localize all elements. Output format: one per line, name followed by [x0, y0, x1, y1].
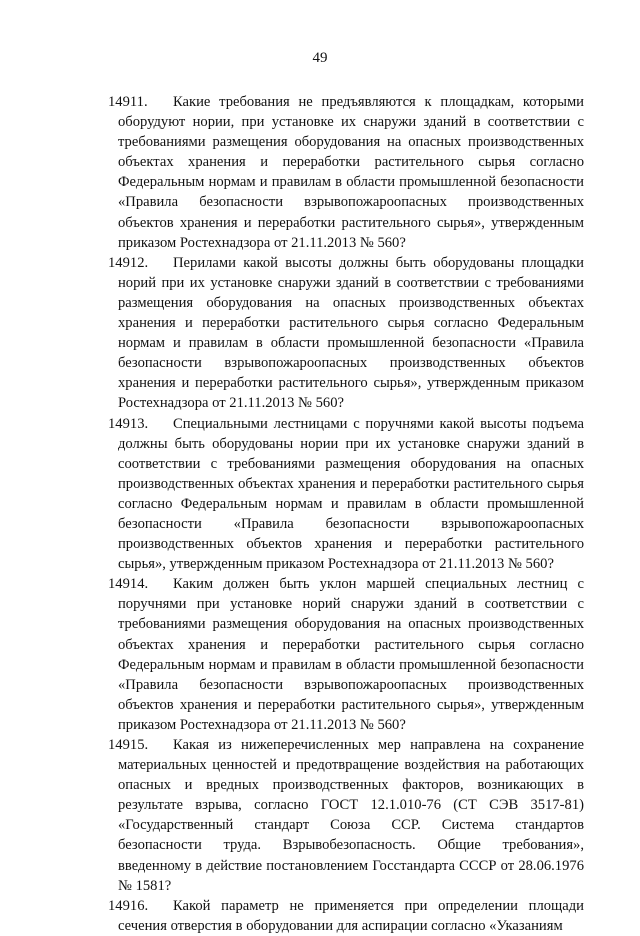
question-number: 14911.	[108, 94, 148, 110]
question-item	[108, 735, 584, 896]
question-text: Каким должен быть уклон маршей специальных лестниц с поручнями при установке норий снаружи зданий в соответствии с требованиями размещения оборудования на опасных производственных объектах хранения и переработки растительного сырья согласно Федеральным нормам и правилам в области промышленной безопасности «Правила безопасности взрывопожароопасных производственных объектов хранения и переработки растительного сырья», утвержденным приказом Ростехнадзора от 21.11.2013 № 560?	[118, 576, 584, 733]
question-number: 14915.	[108, 737, 149, 753]
question-item	[108, 896, 584, 936]
question-number: 14916.	[108, 897, 149, 914]
page-number: 49	[312, 50, 328, 66]
question-list	[108, 92, 584, 936]
question-number: 14912.	[108, 254, 149, 271]
question-item	[108, 92, 584, 253]
question-number: 14914.	[108, 576, 149, 593]
question-text: Перилами какой высоты должны быть оборудованы площадки норий при их установке снаружи зданий в соответствии с требованиями размещения оборудования на опасных производственных объектах хранения и переработки растительного сырья согласно Федеральным нормам и правилам в области промышленной безопасности «Правила безопасности взрывопожароопасных производственных объектов хранения и переработки растительного сырья», утвержденным приказом Ростехнадзора от 21.11.2013 № 560?	[118, 254, 584, 412]
question-text: Какой параметр не применяется при определении площади сечения отверстия в оборудовании для аспирации согласно «Указаниям	[118, 897, 584, 934]
question-item	[108, 574, 584, 735]
question-item	[108, 253, 584, 414]
question-number: 14913.	[108, 415, 149, 432]
question-text: Какая из нижеперечисленных мер направлена на сохранение материальных ценностей и предотвращение воздействия на работающих опасных и вредных производственных факторов, возникающих в результате взрыва, согласно ГОСТ 12.1.010-76 (СТ СЭВ 3517-81) «Государственный стандарт Союза ССР. Система стандартов безопасности труда. Взрывобезопасность. Общие требования», введенному в действие постановлением Госстандарта СССР от 28.06.1976 № 1581?	[118, 737, 584, 894]
question-item	[108, 414, 584, 575]
question-text: Специальными лестницами с поручнями какой высоты подъема должны быть оборудованы нории при их установке снаружи зданий в соответствии с требованиями размещения оборудования на опасных производственных объектах хранения и переработки растительного сырья согласно Федеральным нормам и правилам в области промышленной безопасности «Правила безопасности взрывопожароопасных производственных объектов хранения и переработки растительного сырья», утвержденным приказом Ростехнадзора от 21.11.2013 № 560?	[118, 415, 584, 573]
question-text: Какие требования не предъявляются к площадкам, которыми оборудуют нории, при установке их снаружи зданий в соответствии с требованиями размещения оборудования на опасных производственных объектах хранения и переработки растительного сырья согласно Федеральным нормам и правилам в области промышленной безопасности «Правила безопасности взрывопожароопасных производственных объектов хранения и переработки растительного сырья», утвержденным приказом Ростехнадзора от 21.11.2013 № 560?	[118, 94, 584, 251]
